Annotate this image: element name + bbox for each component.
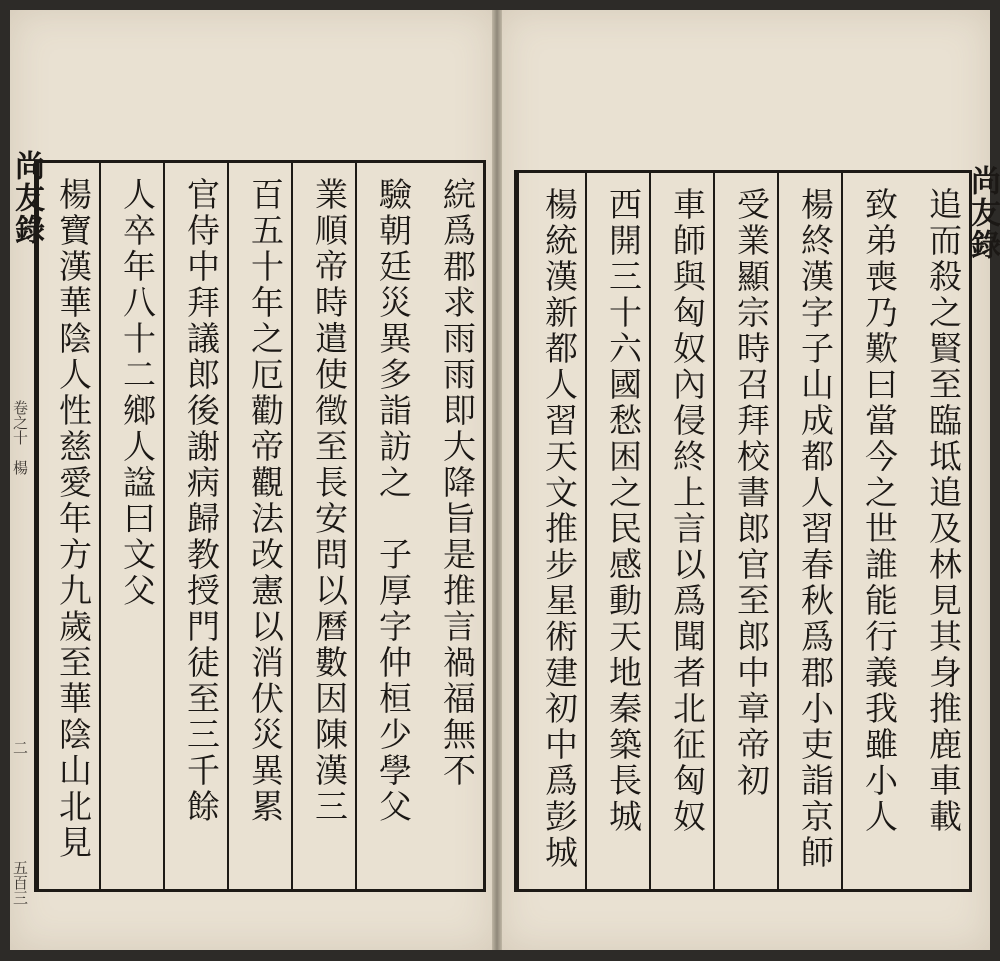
text-column: 楊終漢字子山成都人習春秋爲郡小吏詣京師 bbox=[777, 173, 841, 889]
text-column: 楊統漢新都人習天文推步星術建初中爲彭城 bbox=[517, 173, 585, 889]
left-volume-label: 卷之十 bbox=[11, 400, 29, 445]
text-column: 百五十年之厄勸帝觀法改憲以消伏災異累 bbox=[227, 163, 291, 889]
right-book-title: 尚友錄 bbox=[965, 165, 1000, 261]
left-section-label: 楊 bbox=[11, 460, 29, 475]
text-column: 驗朝廷災異多詣訪之 子厚字仲桓少學父 bbox=[355, 163, 419, 889]
left-text-frame bbox=[34, 160, 486, 892]
text-column: 西開三十六國愁困之民感動天地秦築長城 bbox=[585, 173, 649, 889]
page-number-top: 二 bbox=[11, 740, 29, 755]
right-text-frame bbox=[514, 170, 972, 892]
page-number-bottom: 五百三 bbox=[11, 860, 29, 905]
book-gutter bbox=[492, 10, 502, 950]
left-book-title: 尚友錄 bbox=[9, 150, 44, 246]
text-column: 追而殺之賢至臨坻追及林見其身推鹿車載 bbox=[924, 187, 963, 835]
text-column: 官侍中拜議郎後謝病歸教授門徒至三千餘 bbox=[163, 163, 227, 889]
text-column: 業順帝時遣使徵至長安問以曆數因陳漢三 bbox=[291, 163, 355, 889]
text-column: 人卒年八十二鄉人諡曰文父 bbox=[99, 163, 163, 889]
text-column: 致弟喪乃歎曰當今之世誰能行義我雖小人 bbox=[841, 173, 905, 889]
text-column: 綄爲郡求雨雨即大降旨是推言禍福無不 bbox=[438, 177, 477, 789]
text-column: 車師與匈奴內侵終上言以爲聞者北征匈奴 bbox=[649, 173, 713, 889]
text-column: 楊寶漢華陰人性慈愛年方九歲至華陰山北見 bbox=[37, 163, 99, 889]
text-column: 受業顯宗時召拜校書郎官至郎中章帝初 bbox=[713, 173, 777, 889]
